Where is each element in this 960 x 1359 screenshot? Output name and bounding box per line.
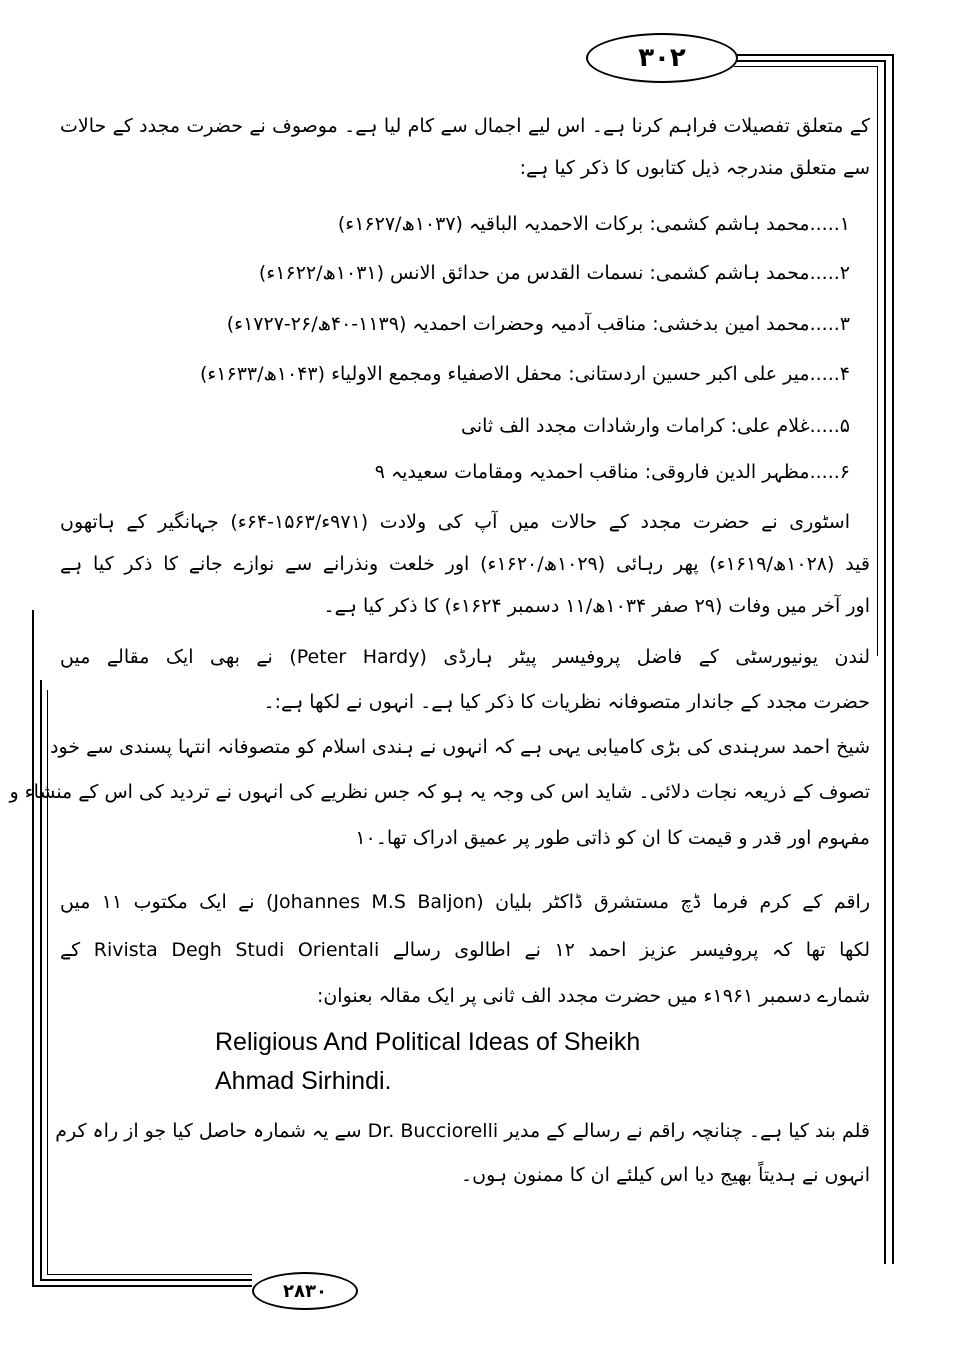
article-title-line-1: Religious And Political Ideas of Sheikh: [215, 1028, 641, 1056]
frame-bottom-rule: [32, 1285, 252, 1287]
text-line: قید (۱۰۲۸ھ/۱۶۱۹ء) پھر رہائی (۱۰۲۹ھ/۱۶۲۰ء) اور خلعت ونذرانے سے نوازے جانے کا ذکر کیا ہے: [60, 553, 870, 575]
book-list-item: ۳.....محمد امین بدخشی: مناقب آدمیہ وحضرات احمدیہ (۱۱۳۹-۴۰ھ/۲۶-۱۷۲۷ء): [226, 313, 850, 335]
frame-right-rule-inner: [877, 66, 878, 656]
text-line: کے متعلق تفصیلات فراہم کرنا ہے۔ اس لیے اجمال سے کام لیا ہے۔ موصوف نے حضرت مجدد کے حالات: [60, 115, 870, 137]
frame-right-rule-outer: [892, 54, 894, 1264]
frame-right-rule-middle: [884, 60, 886, 1264]
frame-top-rule-inner: [734, 60, 886, 62]
book-list-item: ۵.....غلام علی: کرامات وارشادات مجدد الف ثانی: [461, 415, 850, 437]
page-number-top: ۳۰۲: [586, 33, 738, 83]
quote-line: شیخ احمد سرہندی کی بڑی کامیابی یہی ہے کہ انہوں نے ہندی اسلام کو متصوفانہ انتہا پسندی سے خود: [50, 736, 870, 758]
text-line: سے متعلق مندرجہ ذیل کتابوں کا ذکر کیا ہے:: [519, 157, 870, 179]
frame-left-rule-middle: [40, 680, 42, 1280]
quote-line: مفہوم اور قدر و قیمت کا ان کو ذاتی طور پر عمیق ادراک تھا۔۱۰: [355, 827, 870, 849]
frame-bottom-rule-inner-2: [47, 1274, 252, 1275]
book-list-item: ۴.....میر علی اکبر حسین اردستانی: محفل الاصفیاء ومجمع الاولیاء (۱۰۴۳ھ/۱۶۳۳ء): [199, 363, 850, 385]
page-number-bottom: ۲۸۳۰: [252, 1272, 358, 1310]
book-list-item: ۱.....محمد ہاشم کشمی: برکات الاحمدیہ الباقیہ (۱۰۳۷ھ/۱۶۲۷ء): [337, 213, 850, 235]
text-line: اور آخر میں وفات (۲۹ صفر ۱۰۳۴ھ/۱۱ دسمبر ۱۶۲۴ء) کا ذکر کیا ہے۔: [323, 595, 870, 617]
frame-top-rule: [734, 54, 894, 56]
text-line: شمارے دسمبر ۱۹۶۱ء میں حضرت مجدد الف ثانی پر ایک مقالہ بعنوان:: [316, 985, 870, 1007]
text-line: لکھا تھا کہ پروفیسر عزیز احمد ۱۲ نے اطالوی رسالے Rivista Degh Studi Orientali کے: [60, 939, 870, 961]
text-line: قلم بند کیا ہے۔ چنانچہ راقم نے رسالے کے مدیر Dr. Bucciorelli سے یہ شمارہ حاصل کیا جو از راہ کرم: [55, 1120, 870, 1142]
text-line: لندن یونیورسٹی کے فاضل پروفیسر پیٹر ہارڈی (Peter Hardy) نے بھی ایک مقالے میں: [60, 646, 870, 668]
text-line: انہوں نے ہدیتاً بھیج دیا اس کیلئے ان کا ممنون ہوں۔: [461, 1164, 870, 1186]
article-title-line-2: Ahmad Sirhindi.: [215, 1067, 392, 1095]
book-list-item: ۲.....محمد ہاشم کشمی: نسمات القدس من حدائق الانس (۱۰۳۱ھ/۱۶۲۲ء): [258, 262, 850, 284]
quote-line: تصوف کے ذریعہ نجات دلائی۔ شاید اس کی وجہ یہ ہو کہ جس نظریے کی انہوں نے تردید کی اس کے منشاء و: [9, 781, 870, 803]
text-line: اسٹوری نے حضرت مجدد کے حالات میں آپ کی ولادت (۹۷۱ء/۱۵۶۳-۶۴ء) جہانگیر کے ہاتھوں: [60, 511, 850, 533]
book-list-item: ۶.....مظہر الدین فاروقی: مناقب احمدیہ ومقامات سعیدیہ ۹: [374, 461, 850, 483]
frame-top-rule-inner-2: [734, 66, 878, 67]
text-line: راقم کے کرم فرما ڈچ مستشرق ڈاکٹر بلیان (Johannes M.S Baljon) نے ایک مکتوب ۱۱ میں: [60, 891, 870, 913]
frame-bottom-rule-inner: [40, 1279, 252, 1281]
text-line: حضرت مجدد کے جاندار متصوفانہ نظریات کا ذکر کیا ہے۔ انہوں نے لکھا ہے:۔: [263, 691, 870, 713]
frame-left-rule-outer: [32, 610, 34, 1285]
